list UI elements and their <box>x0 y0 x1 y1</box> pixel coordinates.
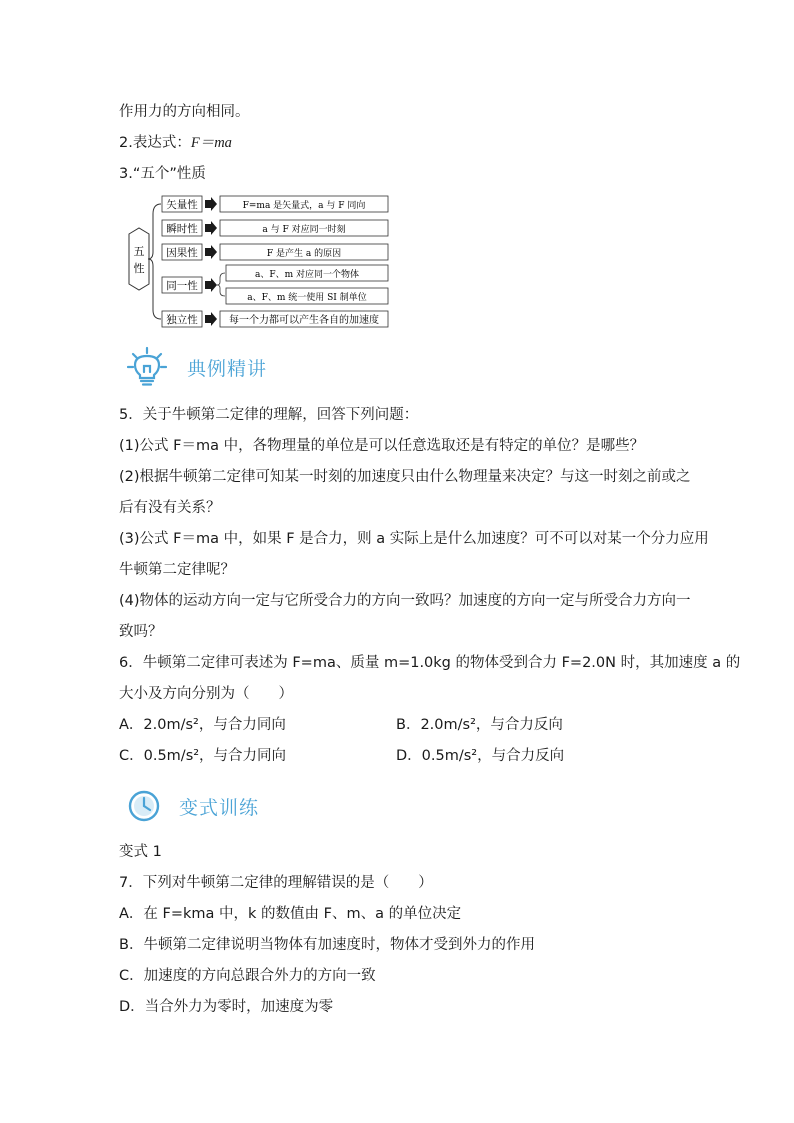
lightbulb-icon <box>127 346 167 388</box>
clock-icon <box>127 789 161 823</box>
property-desc-1: F=ma 是矢量式，a 与 F 同向 <box>242 201 366 211</box>
property-desc-4b: a、F、m 统一使用 SI 制单位 <box>247 293 367 303</box>
property-row-5 <box>162 311 388 327</box>
property-name-2: 瞬时性 <box>166 223 198 235</box>
q6-stem-line-1: 6．牛顿第二定律可表述为 F=ma、质量 m=1.0kg 的物体受到合力 F=2.0N 时，其加速度 a 的 <box>119 655 741 671</box>
q5-part-2-line-2: 后有没有关系？ <box>119 500 221 516</box>
property-row-2 <box>162 220 388 236</box>
continuation-text: 作用力的方向相同。 <box>119 104 250 120</box>
q5-part-3-line-2: 牛顿第二定律呢？ <box>119 562 235 578</box>
q5-stem: 5．关于牛顿第二定律的理解，回答下列问题： <box>119 407 419 423</box>
q5-part-4-line-1: (4)物体的运动方向一定与它所受合力的方向一致吗？加速度的方向一定与所受合力方向一 <box>119 593 691 609</box>
q7-option-c[interactable]: C．加速度的方向总跟合外力的方向一致 <box>119 968 376 984</box>
q6-option-b[interactable]: B．2.0m/s²，与合力反向 <box>396 717 563 733</box>
center-label-1: 五 <box>133 245 145 258</box>
section-heading-examples <box>127 346 267 388</box>
q5-part-1: (1)公式 F＝ma 中，各物理量的单位是可以任意选取还是有特定的单位？是哪些？ <box>119 438 645 454</box>
q5-part-3-line-1: (3)公式 F＝ma 中，如果 F 是合力，则 a 实际上是什么加速度？可不可以对某一个分力应用 <box>119 531 709 547</box>
property-desc-2: a 与 F 对应同一时刻 <box>262 225 346 235</box>
center-label-2: 性 <box>133 262 145 275</box>
center-hexagon <box>129 228 149 290</box>
property-name-3: 因果性 <box>166 247 198 259</box>
property-name-4: 同一性 <box>166 280 198 292</box>
q7-option-b[interactable]: B．牛顿第二定律说明当物体有加速度时，物体才受到外力的作用 <box>119 937 535 953</box>
q7-option-a[interactable]: A．在 F=kma 中，k 的数值由 F、m、a 的单位决定 <box>119 906 462 922</box>
arrow-icon <box>205 278 217 292</box>
section-heading-practice <box>127 789 259 823</box>
property-desc-4a: a、F、m 对应同一个物体 <box>254 270 360 280</box>
q6-stem-line-2: 大小及方向分别为（ ） <box>119 686 293 702</box>
q7-stem: 7．下列对牛顿第二定律的理解错误的是（ ） <box>119 875 433 891</box>
property-desc-5: 每一个力都可以产生各自的加速度 <box>229 315 379 326</box>
expression-line <box>119 133 232 153</box>
q5-part-2-line-1: (2)根据牛顿第二定律可知某一时刻的加速度只由什么物理量来决定？与这一时刻之前或之 <box>119 469 691 485</box>
q6-option-c[interactable]: C．0.5m/s²，与合力同向 <box>119 748 287 764</box>
property-row-4 <box>162 265 388 304</box>
main-brace <box>148 204 161 319</box>
section-title-examples: 典例精讲 <box>187 357 268 380</box>
expression-formula: F＝ma <box>190 135 232 151</box>
property-name-5: 独立性 <box>166 314 198 326</box>
arrow-icon <box>205 312 217 326</box>
arrow-icon <box>205 221 217 235</box>
property-name-1: 矢量性 <box>166 199 198 211</box>
property-row-3 <box>162 244 388 260</box>
arrow-icon <box>205 245 217 259</box>
expression-label: 2.表达式： <box>119 135 191 151</box>
sub-brace <box>217 273 225 296</box>
q6-option-a[interactable]: A．2.0m/s²，与合力同向 <box>119 717 286 733</box>
q6-option-d[interactable]: D．0.5m/s²，与合力反向 <box>396 748 565 764</box>
property-row-1 <box>162 196 388 212</box>
q7-option-d[interactable]: D．当合外力为零时，加速度为零 <box>119 999 334 1015</box>
properties-heading: 3.“五个”性质 <box>119 166 206 182</box>
section-title-practice: 变式训练 <box>179 796 260 819</box>
five-properties-diagram <box>119 192 399 332</box>
q5-part-4-line-2: 致吗？ <box>119 624 163 640</box>
variant-label: 变式 1 <box>119 844 162 860</box>
arrow-icon <box>205 197 217 211</box>
property-desc-3: F 是产生 a 的原因 <box>266 249 342 259</box>
